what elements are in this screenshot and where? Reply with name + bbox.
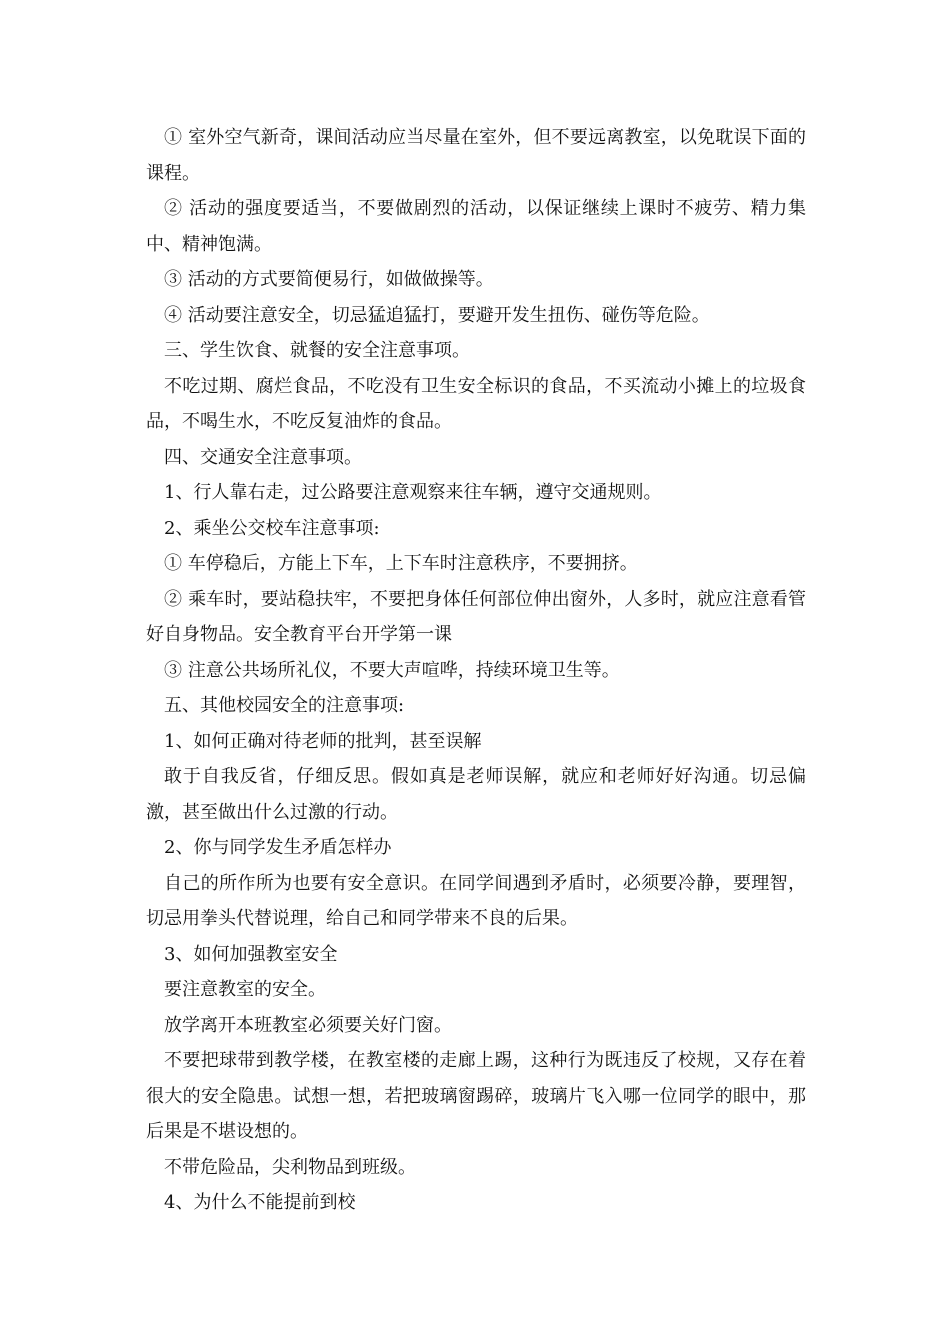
subheading: 3、如何加强教室安全 <box>164 943 338 965</box>
paragraph: ③ 活动的方式要简便易行，如做做操等。 <box>164 269 494 290</box>
paragraph: 自己的所作所为也要有安全意识。在同学间遇到矛盾时，必须要冷静，要理智，切忌用拳头代替说理，给自己和同学带来不良的后果。 <box>146 872 806 929</box>
subheading: 4、为什么不能提前到校 <box>164 1192 356 1213</box>
document-body <box>146 120 806 1221</box>
subheading: 1、如何正确对待老师的批判，甚至误解 <box>164 730 482 752</box>
paragraph: ③ 注意公共场所礼仪，不要大声喧哗，持续环境卫生等。 <box>164 659 620 681</box>
paragraph: 不要把球带到教学楼，在教室楼的走廊上踢，这种行为既违反了校规，又存在着很大的安全隐患。试想一想，若把玻璃窗踢碎，玻璃片飞入哪一位同学的眼中，那后果是不堪设想的。 <box>146 1050 806 1142</box>
paragraph: ① 室外空气新奇，课间活动应当尽量在室外，但不要远离教室，以免耽误下面的课程。 <box>146 127 806 184</box>
paragraph: ① 车停稳后，方能上下车，上下车时注意秩序，不要拥挤。 <box>164 553 638 574</box>
section-heading: 四、交通安全注意事项。 <box>164 446 362 468</box>
paragraph: 要注意教室的安全。 <box>164 979 326 1000</box>
section-heading: 三、学生饮食、就餐的安全注意事项。 <box>164 340 470 361</box>
paragraph: ② 乘车时，要站稳扶牢，不要把身体任何部位伸出窗外，人多时，就应注意看管好自身物品。安全教育平台开学第一课 <box>146 588 806 645</box>
paragraph: ② 活动的强度要适当，不要做剧烈的活动，以保证继续上课时不疲劳、精力集中、精神饱满。 <box>146 198 806 255</box>
subheading: 2、你与同学发生矛盾怎样办 <box>164 837 392 858</box>
paragraph: ④ 活动要注意安全，切忌猛追猛打，要避开发生扭伤、碰伤等危险。 <box>164 304 710 326</box>
section-heading: 五、其他校园安全的注意事项: <box>164 695 405 716</box>
paragraph: 敢于自我反省，仔细反思。假如真是老师误解，就应和老师好好沟通。切忌偏激，甚至做出什么过激的行动。 <box>146 766 806 823</box>
paragraph: 不带危险品，尖利物品到班级。 <box>164 1156 416 1178</box>
paragraph: 1、行人靠右走，过公路要注意观察来往车辆，遵守交通规则。 <box>164 482 662 503</box>
paragraph: 2、乘坐公交校车注意事项: <box>164 517 380 539</box>
paragraph: 不吃过期、腐烂食品，不吃没有卫生安全标识的食品，不买流动小摊上的垃圾食品，不喝生水，不吃反复油炸的食品。 <box>146 375 806 432</box>
paragraph: 放学离开本班教室必须要关好门窗。 <box>164 1014 452 1036</box>
